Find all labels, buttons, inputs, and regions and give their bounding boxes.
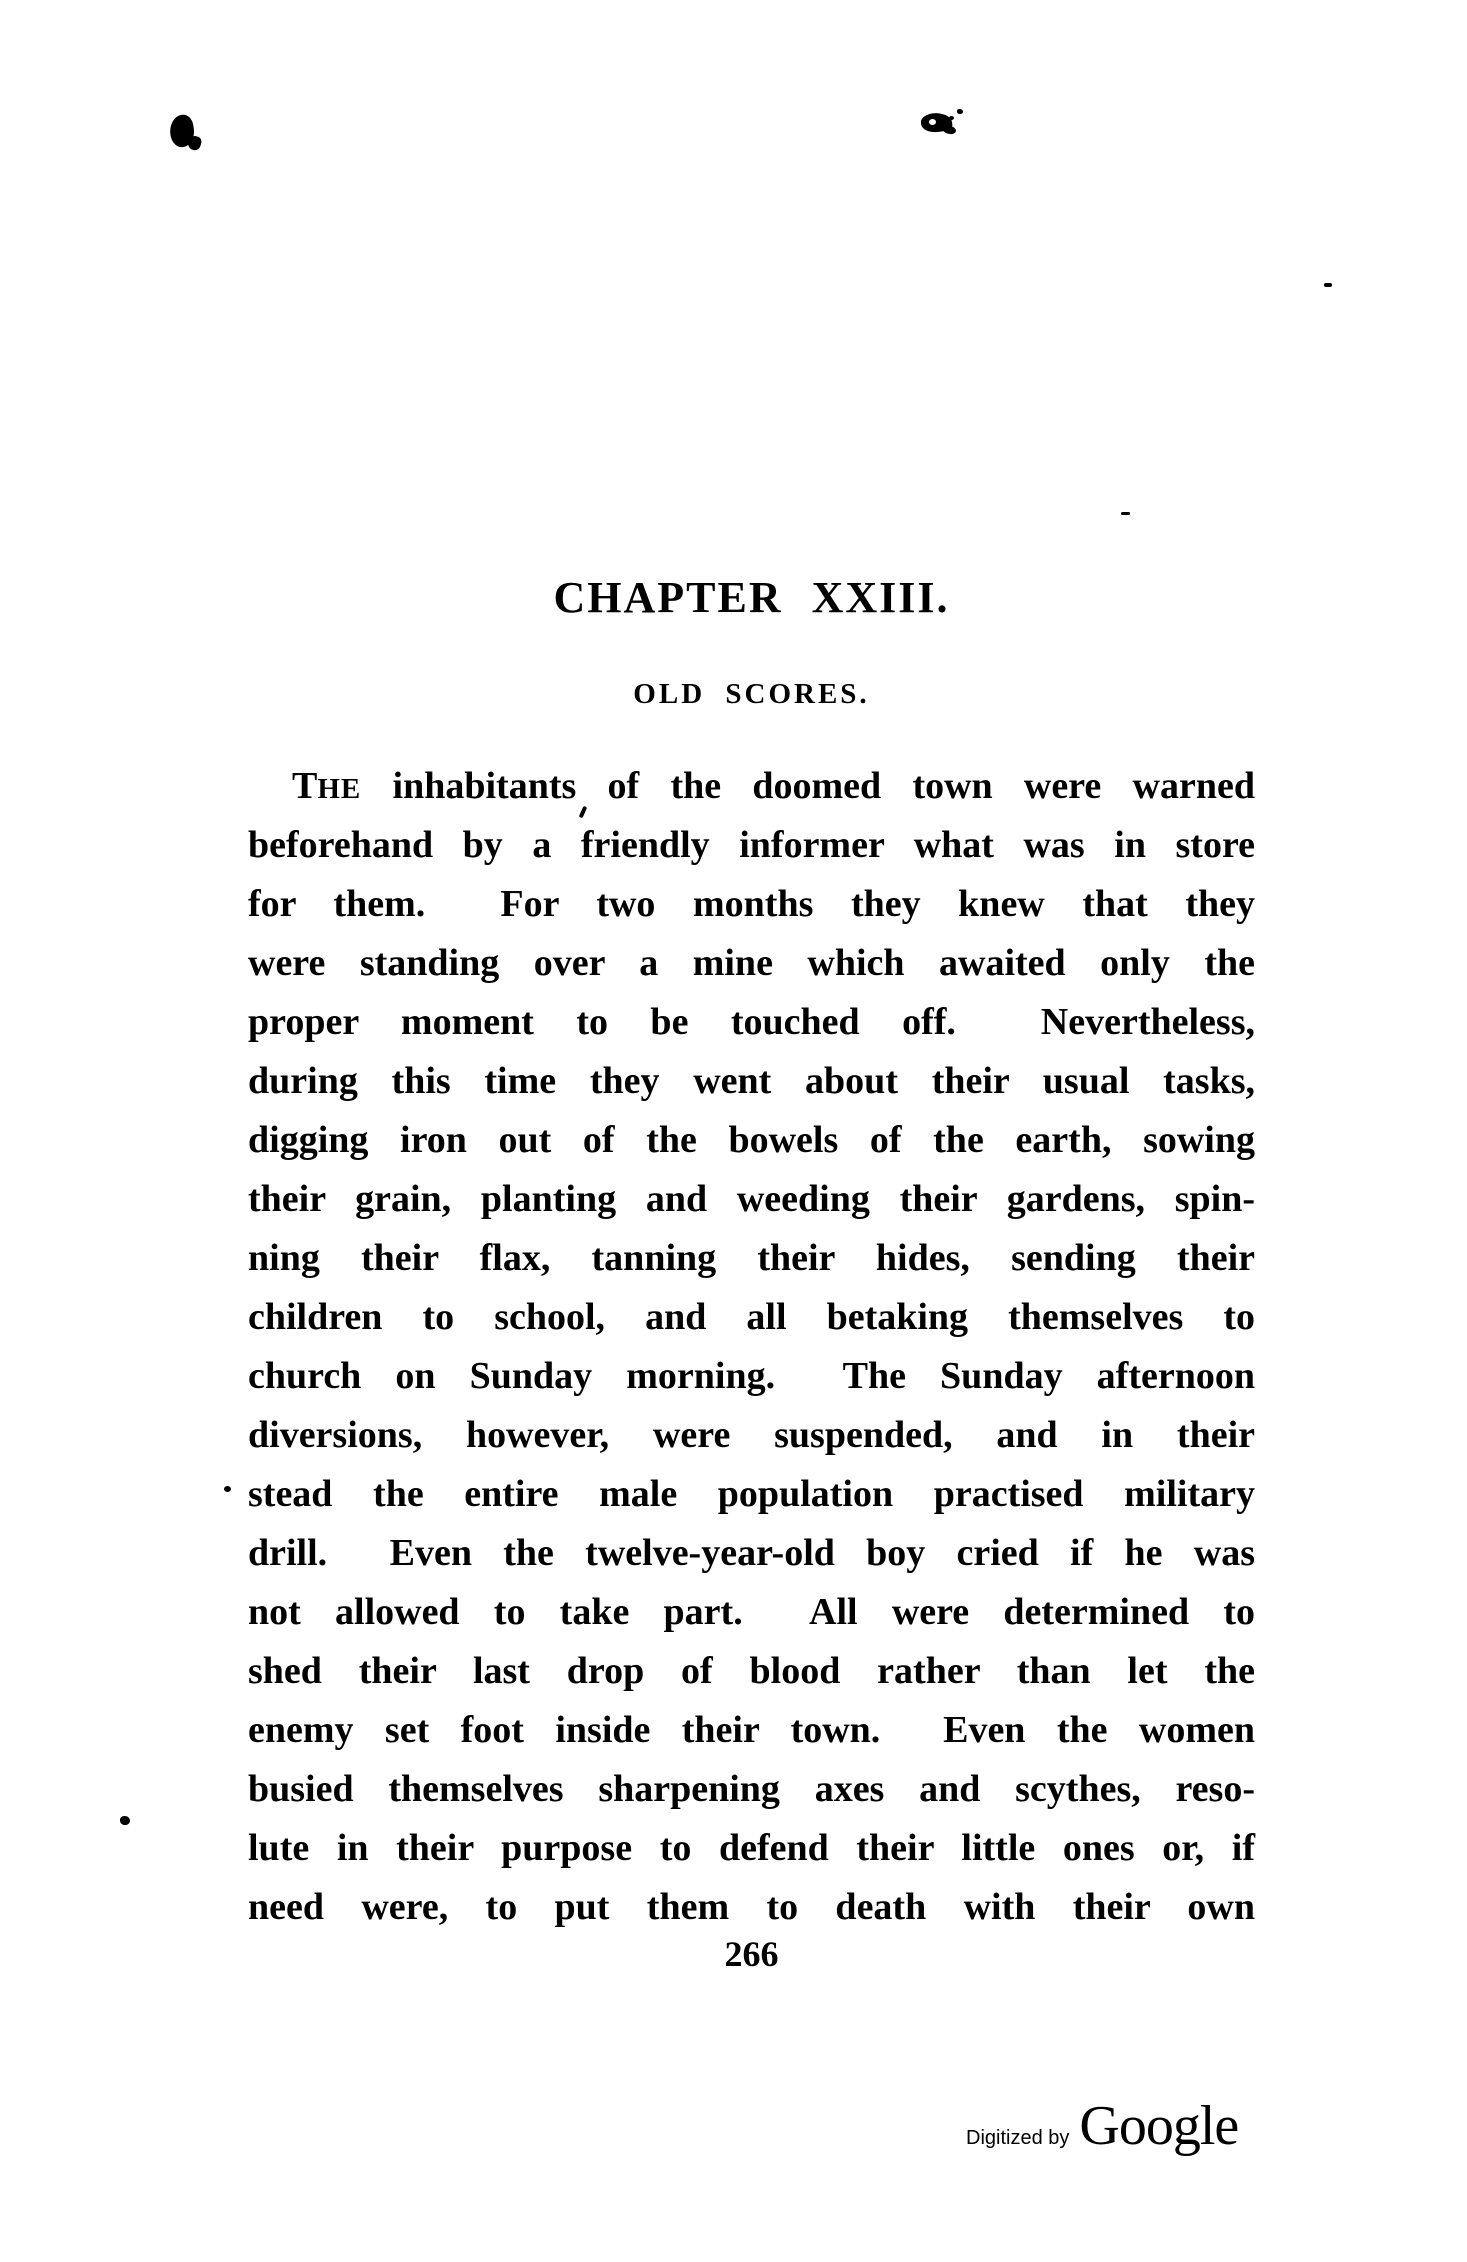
body-line: shed their last drop of blood rather than let the	[248, 1650, 1255, 1692]
google-logo: Google	[1079, 2095, 1239, 2157]
ink-speck-icon	[224, 1486, 231, 1492]
body-paragraph	[248, 757, 1255, 1937]
body-line: digging iron out of the bowels of the earth, sowing	[248, 1119, 1255, 1161]
body-line: not allowed to take part. All were determined to	[248, 1591, 1255, 1633]
body-line: their grain, planting and weeding their gardens, spin-	[248, 1178, 1255, 1220]
body-line: beforehand by a friendly informer what was in store	[248, 824, 1255, 866]
body-line: stead the entire male population practised military	[248, 1473, 1255, 1515]
body-line: church on Sunday morning. The Sunday afternoon	[248, 1355, 1255, 1397]
body-line: drill. Even the twelve-year-old boy cried if he was	[248, 1532, 1255, 1574]
body-line: enemy set foot inside their town. Even the women	[248, 1709, 1255, 1751]
ink-squiggle-icon	[943, 125, 956, 135]
body-line: for them. For two months they knew that they	[248, 883, 1255, 925]
lead-capital: T	[292, 765, 318, 807]
lead-small-caps: HE	[317, 773, 362, 805]
body-line: were standing over a mine which awaited only the	[248, 942, 1255, 984]
ink-squiggle-icon	[929, 119, 936, 125]
body-line: during this time they went about their usual tasks,	[248, 1060, 1255, 1102]
page-number: 266	[724, 1934, 779, 1974]
body-line: busied themselves sharpening axes and scythes, reso-	[248, 1768, 1255, 1810]
body-line	[248, 757, 1255, 816]
body-line: diversions, however, were suspended, and in their	[248, 1414, 1255, 1456]
digitized-by-label: Digitized by	[966, 2127, 1070, 2149]
ink-speck-icon	[1324, 283, 1332, 287]
chapter-heading: CHAPTER XXIII.	[553, 573, 950, 622]
body-line: lute in their purpose to defend their little ones or, if	[248, 1827, 1255, 1869]
ink-speck-icon	[949, 116, 954, 120]
section-subtitle: OLD SCORES.	[633, 678, 870, 710]
body-line: proper moment to be touched off. Nevertheless,	[248, 1001, 1255, 1043]
body-line: children to school, and all betaking themselves to	[248, 1296, 1255, 1338]
body-line: ning their flax, tanning their hides, sending their	[248, 1237, 1255, 1279]
ink-speck-icon	[120, 1816, 130, 1825]
body-line: need were, to put them to death with their own	[248, 1886, 1255, 1928]
digitization-credit	[966, 2095, 1239, 2157]
ink-speck-icon	[1121, 512, 1130, 515]
ink-speck-icon	[957, 109, 963, 114]
body-line-text: inhabitants of the doomed town were warned	[392, 765, 1255, 807]
